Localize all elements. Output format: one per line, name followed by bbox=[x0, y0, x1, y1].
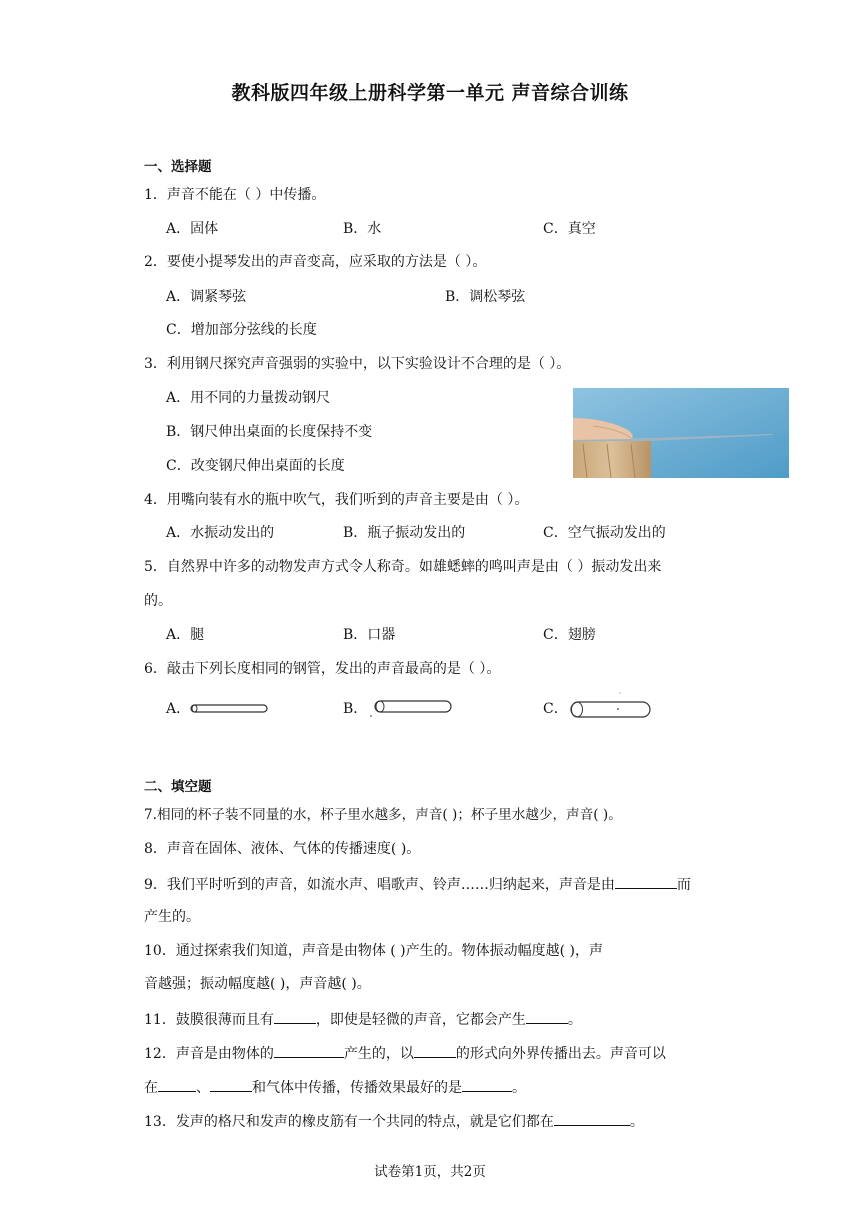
question-4-option-c: C．空气振动发出的 bbox=[543, 525, 666, 541]
question-3-option-c: C．改变钢尺伸出桌面的长度 bbox=[166, 458, 345, 474]
answer-blank[interactable] bbox=[274, 1043, 344, 1058]
question-9-text-a: 9．我们平时听到的声音，如流水声、唱歌声、铃声……归纳起来，声音是由 bbox=[144, 877, 615, 893]
answer-blank[interactable] bbox=[210, 1077, 252, 1092]
question-4-option-b: B．瓶子振动发出的 bbox=[343, 525, 466, 541]
question-7-text: 7.相同的杯子装不同量的水，杯子里水越多，声音( )；杯子里水越少，声音( )。 bbox=[144, 807, 622, 823]
answer-blank[interactable] bbox=[615, 874, 677, 889]
question-6-option-a: A． bbox=[166, 701, 191, 717]
question-10-line1: 10．通过探索我们知道，声音是由物体 ( )产生的。物体振动幅度越( )，声 bbox=[144, 943, 604, 959]
question-12-text-b: 产生的，以 bbox=[343, 1046, 414, 1062]
steel-ruler-photo bbox=[573, 388, 789, 478]
question-13-text-b: 。 bbox=[629, 1114, 644, 1130]
question-12-text-f: 和气体中传播，传播效果最好的是 bbox=[252, 1080, 462, 1096]
question-11-line bbox=[144, 1009, 582, 1029]
question-1-stem: 1．声音不能在（ ）中传播。 bbox=[144, 187, 326, 203]
section-heading-fill: 二、填空题 bbox=[144, 779, 212, 795]
question-5-option-b: B．口器 bbox=[343, 627, 396, 643]
question-5-stem: 5．自然界中许多的动物发声方式令人称奇。如雄蟋蟀的鸣叫声是由（ ）振动发出来 bbox=[144, 559, 662, 575]
question-3-option-b: B．钢尺伸出桌面的长度保持不变 bbox=[166, 424, 373, 440]
question-6-option-c: C． bbox=[543, 701, 568, 717]
question-12-text-a: 12．声音是由物体的 bbox=[144, 1046, 274, 1062]
question-3-option-a: A．用不同的力量拨动钢尺 bbox=[166, 390, 331, 406]
question-2-option-c: C．增加部分弦线的长度 bbox=[166, 322, 317, 338]
answer-blank[interactable] bbox=[526, 1009, 568, 1024]
question-9-text-b: 而 bbox=[676, 877, 691, 893]
thin-pipe-figure bbox=[190, 702, 270, 716]
question-1-option-a: A．固体 bbox=[166, 221, 219, 237]
question-12-text-d: 在 bbox=[144, 1080, 158, 1096]
medium-pipe-figure bbox=[370, 698, 454, 718]
question-12-text-e: 、 bbox=[196, 1080, 210, 1096]
answer-blank[interactable] bbox=[158, 1077, 196, 1092]
answer-blank[interactable] bbox=[462, 1077, 512, 1092]
question-12-text-g: 。 bbox=[512, 1080, 526, 1096]
question-4-stem: 4．用嘴向装有水的瓶中吹气，我们听到的声音主要是由（ ）。 bbox=[144, 492, 529, 508]
question-12-line2 bbox=[144, 1077, 526, 1097]
question-6-stem: 6．敲击下列长度相同的钢管，发出的声音最高的是（ ）。 bbox=[144, 661, 501, 677]
question-4-option-a: A．水振动发出的 bbox=[166, 525, 275, 541]
question-11-text-c: 。 bbox=[567, 1012, 582, 1028]
question-2-option-b: B．调松琴弦 bbox=[445, 289, 526, 305]
question-12-text-c: 的形式向外界传播出去。声音可以 bbox=[455, 1046, 666, 1062]
question-13-text-a: 13．发声的格尺和发声的橡皮筋有一个共同的特点，就是它们都在 bbox=[144, 1114, 554, 1130]
page-title: 教科版四年级上册科学第一单元 声音综合训练 bbox=[231, 82, 629, 104]
page-footer: 试卷第1页，共2页 bbox=[374, 1164, 486, 1180]
question-3-stem: 3．利用钢尺探究声音强弱的实验中，以下实验设计不合理的是（ ）。 bbox=[144, 356, 571, 372]
answer-blank[interactable] bbox=[554, 1111, 630, 1126]
question-10-line2: 音越强；振动幅度越( )，声音越( )。 bbox=[144, 976, 371, 992]
question-5-option-c: C．翅膀 bbox=[543, 627, 596, 643]
question-8-text: 8．声音在固体、液体、气体的传播速度( )。 bbox=[144, 841, 421, 857]
question-6-option-b: B． bbox=[343, 701, 368, 717]
answer-blank[interactable] bbox=[274, 1009, 316, 1024]
question-5-stem-cont: 的。 bbox=[144, 593, 172, 609]
question-1-option-c: C．真空 bbox=[543, 221, 596, 237]
question-9-line1 bbox=[144, 874, 691, 894]
question-11-text-a: 11．鼓膜很薄而且有 bbox=[144, 1012, 274, 1028]
thick-pipe-figure bbox=[568, 690, 654, 722]
question-13-line bbox=[144, 1111, 644, 1131]
question-11-text-b: ，即使是轻微的声音，它都会产生 bbox=[315, 1012, 526, 1028]
answer-blank[interactable] bbox=[414, 1043, 456, 1058]
question-5-option-a: A．腿 bbox=[166, 627, 205, 643]
question-1-option-b: B．水 bbox=[343, 221, 382, 237]
section-heading-choice: 一、选择题 bbox=[144, 159, 212, 175]
question-12-line1 bbox=[144, 1043, 666, 1063]
question-2-stem: 2．要使小提琴发出的声音变高，应采取的方法是（ ）。 bbox=[144, 254, 487, 270]
question-2-option-a: A．调紧琴弦 bbox=[166, 289, 247, 305]
question-9-line2: 产生的。 bbox=[144, 909, 200, 925]
